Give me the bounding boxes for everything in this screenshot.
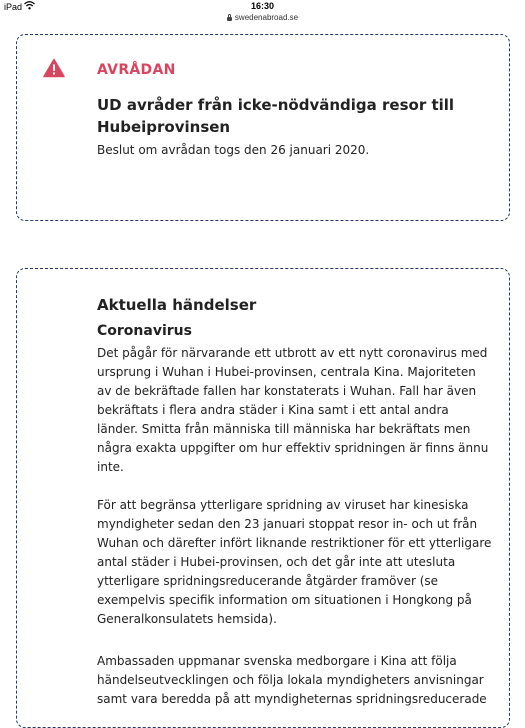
events-subheading: Coronavirus [97, 323, 192, 339]
warning-triangle-icon [43, 58, 65, 78]
url-domain: swedenabroad.se [234, 13, 299, 22]
status-bar [0, 0, 525, 14]
advisory-description: Beslut om avrådan togs den 26 januari 2020. [97, 143, 370, 157]
advisory-label: AVRÅDAN [97, 62, 176, 78]
events-paragraph: Det pågår för närvarande ett utbrott av ett nytt coronavirus med ursprung i Wuhan i Hubei-provinsen, centrala Kina. Majoriteten av de bekräftade fallen har konstaterats i Wuhan. Fall har även bekräftats i flera andra städer i Kina samt i ett antal andra länder. Smitta från människa till människa har bekräftats men några exakta uppgifter om hur effektiv spridningen är finns ännu inte. [97, 346, 489, 474]
url-bar[interactable] [0, 13, 525, 27]
advisory-title: UD avråder från icke-nödvändiga resor till Hubeiprovinsen [97, 96, 455, 136]
lock-icon [227, 17, 232, 21]
events-paragraph: För att begränsa ytterligare spridning av viruset har kinesiska myndigheter sedan den 23 januari stoppat resor in- och ut från Wuhan och därefter infört liknande restriktioner för ett ytterligare antal städer i Hubei-provinsen, och det går inte att utesluta ytterligare spridningsreducerande åtgärder framöver (se exempelvis specifik information om situationen i Hongkong på Generalkonsulatets hemsida). [97, 498, 492, 626]
events-heading: Aktuella händelser [97, 296, 257, 314]
status-time: 16:30 [250, 1, 275, 11]
device-name: iPad [4, 2, 23, 12]
events-paragraph: Ambassaden uppmanar svenska medborgare i Kina att följa händelseutvecklingen och följa lokala myndigheters anvisningar samt vara beredda på att myndigheternas spridningsreducerade [97, 654, 487, 706]
